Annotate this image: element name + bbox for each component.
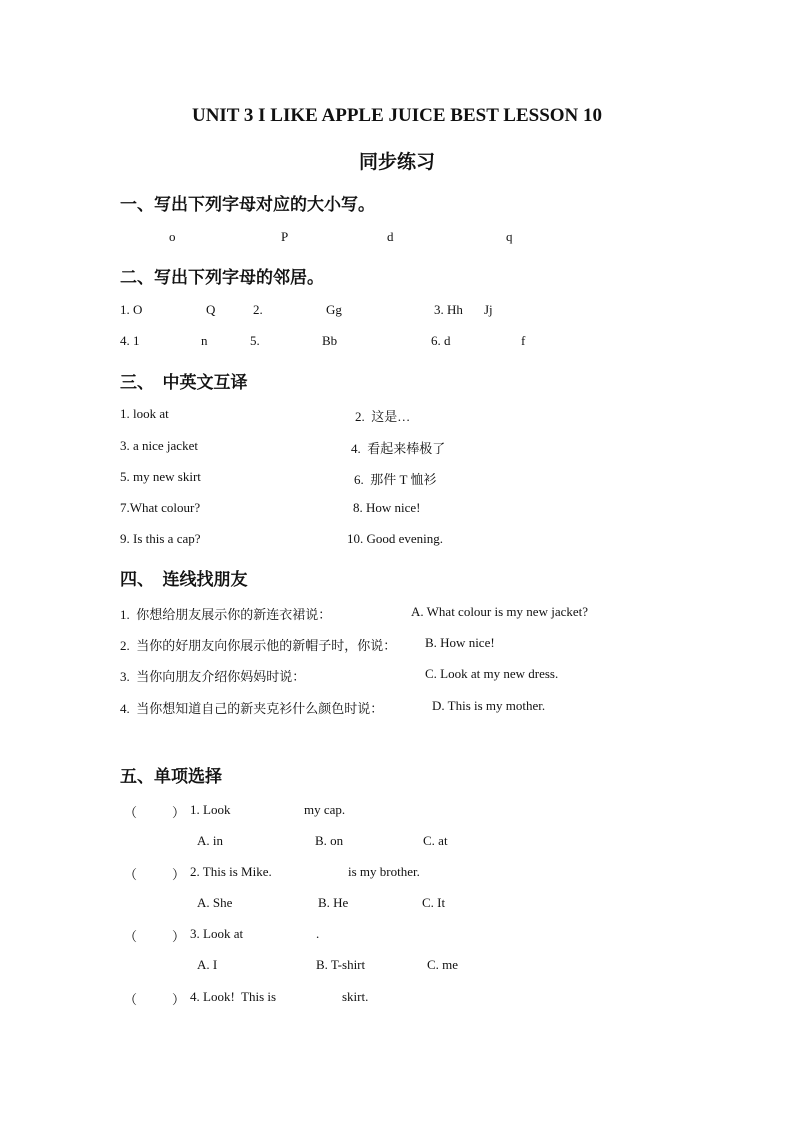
question-tail: skirt. <box>342 989 369 1004</box>
matching-prompt: 4. 当你想知道自己的新夹克衫什么颜色时说： <box>120 701 384 716</box>
neighbor-item: f <box>521 333 526 348</box>
answer-paren-open: （ <box>124 867 138 882</box>
translation-item: 6. 那件 T 恤衫 <box>354 472 437 487</box>
neighbor-item: 2. <box>253 302 263 317</box>
letter-item: d <box>387 229 394 244</box>
translation-item: 9. Is this a cap? <box>120 531 201 546</box>
translation-item: 3. a nice jacket <box>120 438 198 453</box>
answer-paren-open: （ <box>124 992 138 1007</box>
matching-answer: A. What colour is my new jacket? <box>411 604 589 619</box>
section-1-heading: 一、写出下列字母对应的大小写。 <box>120 195 375 214</box>
neighbor-item: Q <box>206 302 216 317</box>
option: B. T-shirt <box>316 957 366 972</box>
option: A. in <box>197 833 223 848</box>
translation-item: 2. 这是… <box>355 409 411 424</box>
translation-item: 5. my new skirt <box>120 469 201 484</box>
neighbor-item: 5. <box>250 333 260 348</box>
neighbor-item: 3. Hh <box>434 302 463 317</box>
section-5-heading: 五、单项选择 <box>120 767 222 786</box>
neighbor-item: 1. O <box>120 302 143 317</box>
letter-item: P <box>281 229 289 244</box>
question-stem: 2. This is Mike. <box>190 864 272 879</box>
answer-paren-close: ） <box>172 867 186 882</box>
question-tail: my cap. <box>304 802 346 817</box>
page-subtitle: 同步练习 <box>358 152 435 173</box>
section-3-heading: 三、 中英文互译 <box>120 373 248 392</box>
question-tail: is my brother. <box>348 864 420 879</box>
option: C. It <box>422 895 446 910</box>
matching-answer: C. Look at my new dress. <box>425 666 559 681</box>
question-stem: 3. Look at <box>190 926 244 941</box>
option: B. on <box>315 833 344 848</box>
neighbor-item: Gg <box>326 302 342 317</box>
question-stem: 4. Look! This is <box>190 989 277 1004</box>
translation-item: 10. Good evening. <box>347 531 444 546</box>
translation-item: 4. 看起来棒极了 <box>351 441 446 456</box>
matching-prompt: 2. 当你的好朋友向你展示他的新帽子时，你说： <box>120 638 397 653</box>
matching-prompt: 3. 当你向朋友介绍你妈妈时说： <box>120 669 306 684</box>
page-title: UNIT 3 I LIKE APPLE JUICE BEST LESSON 10 <box>191 105 603 126</box>
question-tail: . <box>316 926 320 941</box>
section-2-heading: 二、写出下列字母的邻居。 <box>120 268 324 287</box>
answer-paren-open: （ <box>124 929 138 944</box>
matching-answer: B. How nice! <box>425 635 495 650</box>
question-stem: 1. Look <box>190 802 231 817</box>
option: A. I <box>197 957 218 972</box>
letter-item: o <box>169 229 176 244</box>
option: C. me <box>427 957 459 972</box>
neighbor-item: 6. d <box>431 333 451 348</box>
section-4-heading: 四、 连线找朋友 <box>120 570 248 589</box>
neighbor-item: 4. 1 <box>120 333 140 348</box>
answer-paren-close: ） <box>172 805 186 820</box>
neighbor-item: Bb <box>322 333 338 348</box>
option: B. He <box>318 895 349 910</box>
option: A. She <box>197 895 233 910</box>
translation-item: 8. How nice! <box>353 500 421 515</box>
translation-item: 1. look at <box>120 406 169 421</box>
matching-answer: D. This is my mother. <box>432 698 546 713</box>
answer-paren-open: （ <box>124 805 138 820</box>
neighbor-item: n <box>201 333 208 348</box>
letter-item: q <box>506 229 513 244</box>
matching-prompt: 1. 你想给朋友展示你的新连衣裙说： <box>120 607 332 622</box>
option: C. at <box>423 833 448 848</box>
neighbor-item: Jj <box>484 302 493 317</box>
answer-paren-close: ） <box>172 992 186 1007</box>
answer-paren-close: ） <box>172 929 186 944</box>
translation-item: 7.What colour? <box>120 500 201 515</box>
